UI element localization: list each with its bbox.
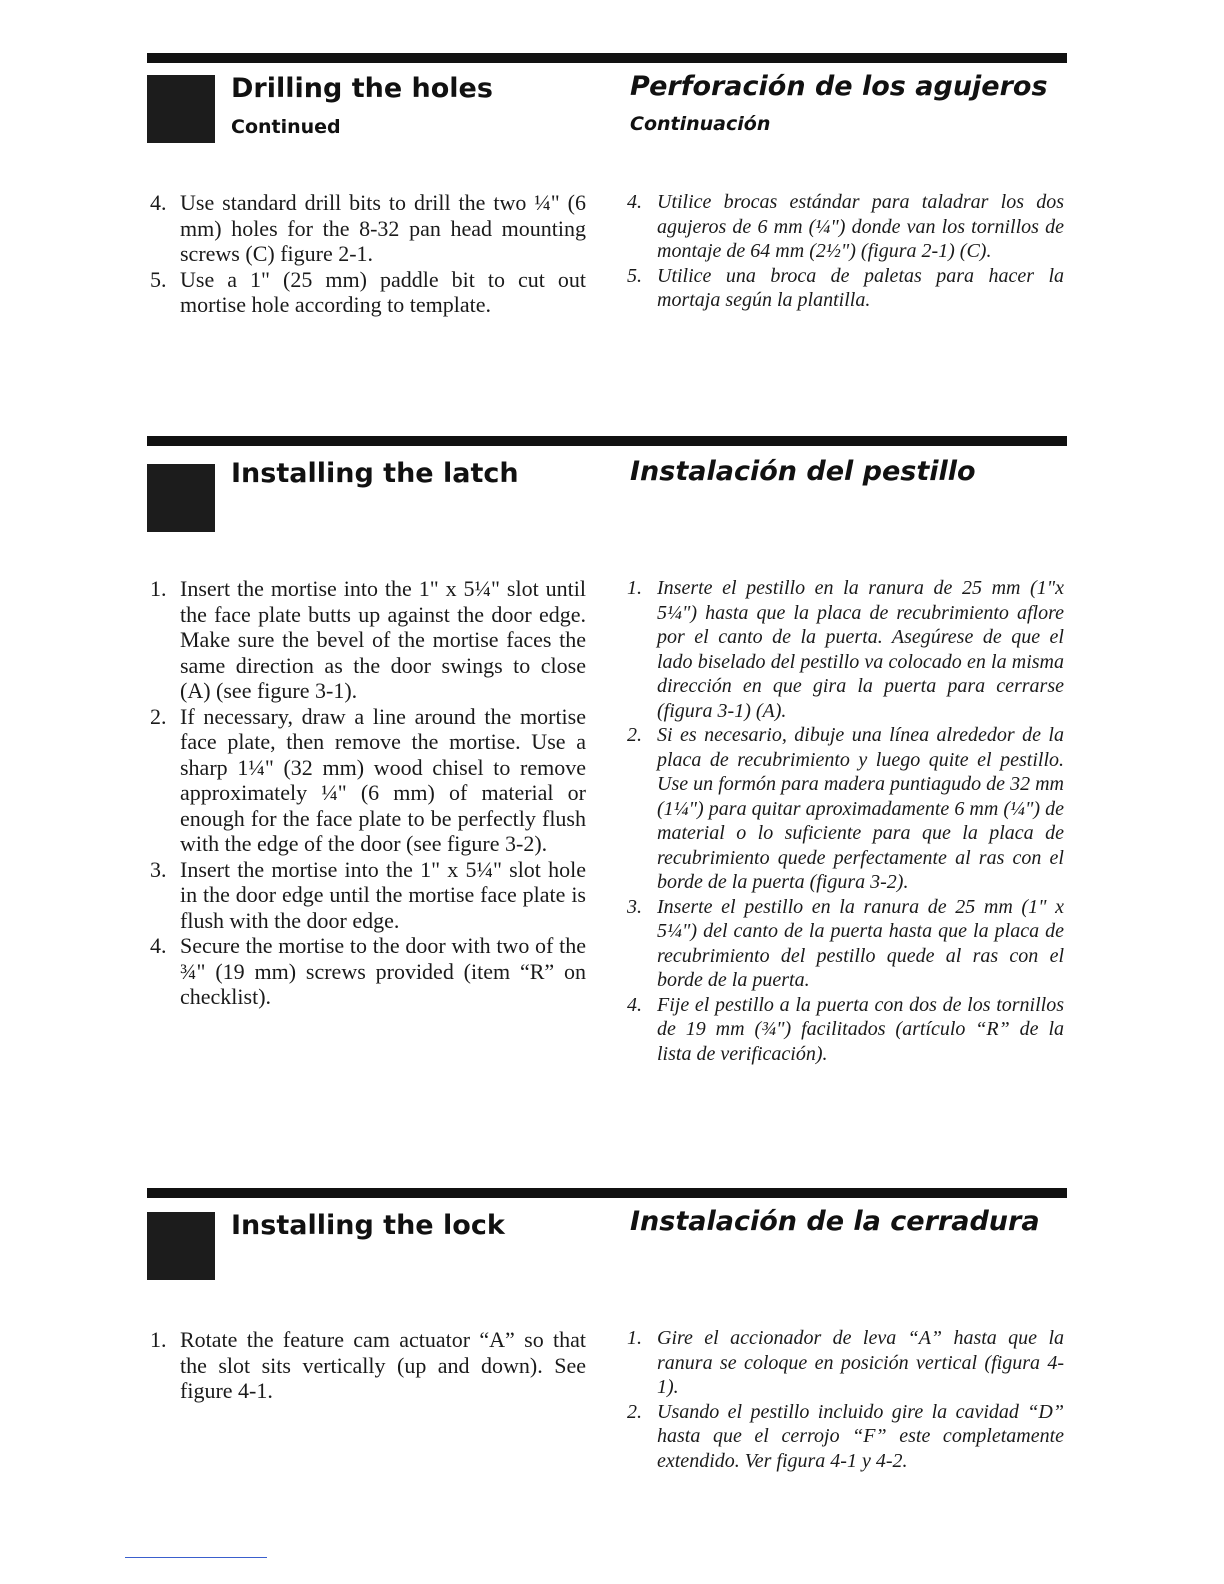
list-item xyxy=(150,1327,586,1404)
step-number: 1. xyxy=(627,1327,642,1349)
step-number: 3. xyxy=(150,856,167,882)
list-item xyxy=(627,576,1064,723)
step-text: Gire el accionador de leva “A” hasta que la ranura se coloque en posición vertical (figura 4-1). xyxy=(657,1327,1064,1398)
step-number: 2. xyxy=(627,1400,642,1423)
section-rule xyxy=(147,53,1067,63)
list-item xyxy=(150,267,586,318)
step-text: Fije el pestillo a la puerta con dos de los tornillos de 19 mm (¾") facilitados (artículo “R” de la lista de verificación). xyxy=(657,993,1064,1065)
steps-list-en xyxy=(150,190,586,318)
section-title-es: Perforación de los agujeros xyxy=(630,71,1048,102)
step-text: Utilice brocas estándar para taladrar los dos agujeros de 6 mm (¼") donde van los tornillos de montaje de 64 mm (2½") (figura 2-1) (C). xyxy=(657,191,1064,262)
list-item xyxy=(150,190,586,267)
steps-list-en xyxy=(150,1327,586,1404)
list-item xyxy=(150,933,586,1010)
section-subtitle-es: Continuación xyxy=(630,113,771,135)
section-title-es: Instalación del pestillo xyxy=(630,456,976,487)
step-number: 4. xyxy=(627,993,642,1016)
section-rule xyxy=(147,436,1067,446)
step-number: 1. xyxy=(150,576,167,601)
step-number: 1. xyxy=(627,577,642,599)
step-text: If necessary, draw a line around the mortise face plate, then remove the mortise. Use a sharp 1¼" (32 mm) wood chisel to remove approximately ¼" (6 mm) of material or enough for the face plate to be perfectly flush with the edge of the door (see figure 3-2). xyxy=(180,703,586,856)
step-text: Inserte el pestillo en la ranura de 25 mm (1"x 5¼") hasta que la placa de recubrimiento aflore por el canto de la puerta. Asegúrese de que el lado biselado del pestillo va colocado en la misma dirección en que gira la puerta para cerrarse (figura 3-1) (A). xyxy=(657,577,1064,722)
section-title-en: Installing the latch xyxy=(231,458,519,489)
list-item xyxy=(627,895,1064,993)
step-number: 5. xyxy=(627,264,642,287)
step-number: 1. xyxy=(150,1327,167,1352)
step-text: Use standard drill bits to drill the two ¼" (6 mm) holes for the 8-32 pan head mounting screws (C) figure 2-1. xyxy=(180,190,586,266)
section-subtitle-en: Continued xyxy=(231,116,341,138)
list-item xyxy=(150,576,586,704)
list-item xyxy=(627,1400,1064,1474)
list-item xyxy=(627,190,1064,264)
step-text: Usando el pestillo incluido gire la cavidad “D” hasta que el cerrojo “F” este completamente extendido. Ver figura 4-1 y 4-2. xyxy=(657,1400,1064,1472)
steps-list-es xyxy=(627,1326,1064,1473)
step-number: 2. xyxy=(150,703,167,729)
steps-list-es xyxy=(627,190,1064,313)
section-title-en: Installing the lock xyxy=(231,1210,505,1241)
list-item xyxy=(150,857,586,934)
step-text: Insert the mortise into the 1" x 5¼" slot until the face plate butts up against the door edge. Make sure the bevel of the mortise faces the same direction as the door swings to close (A) (see figure 3-1). xyxy=(180,576,586,703)
list-item xyxy=(150,704,586,857)
section-marker-block xyxy=(147,75,215,143)
section-title-en: Drilling the holes xyxy=(231,73,493,104)
step-number: 2. xyxy=(627,724,642,746)
list-item xyxy=(627,723,1064,895)
step-text: Rotate the feature cam actuator “A” so that the slot sits vertically (up and down). See figure 4-1. xyxy=(180,1327,586,1403)
step-text: Use a 1" (25 mm) paddle bit to cut out mortise hole according to template. xyxy=(180,266,586,317)
steps-list-es xyxy=(627,576,1064,1066)
step-number: 4. xyxy=(150,190,167,215)
step-text: Secure the mortise to the door with two of the ¾" (19 mm) screws provided (item “R” on checklist). xyxy=(180,933,586,1009)
section-rule xyxy=(147,1188,1067,1198)
step-text: Insert the mortise into the 1" x 5¼" slot hole in the door edge until the mortise face plate is flush with the door edge. xyxy=(180,856,586,933)
section-title-es: Instalación de la cerradura xyxy=(630,1206,1040,1237)
step-text: Inserte el pestillo en la ranura de 25 mm (1" x 5¼") del canto de la puerta hasta que la placa de recubrimiento del pestillo quede al ras con el borde de la puerta. xyxy=(657,895,1064,991)
steps-list-en xyxy=(150,576,586,1010)
step-text: Utilice una broca de paletas para hacer la mortaja según la plantilla. xyxy=(657,264,1064,311)
step-number: 4. xyxy=(627,191,642,213)
list-item xyxy=(627,1326,1064,1400)
section-marker-block xyxy=(147,1212,215,1280)
list-item xyxy=(627,993,1064,1067)
step-number: 3. xyxy=(627,895,642,918)
list-item xyxy=(627,264,1064,313)
footer-divider xyxy=(125,1557,267,1558)
step-text: Si es necesario, dibuje una línea alrededor de la placa de recubrimiento y luego quite el pestillo. Use un formón para madera puntiagudo de 32 mm (1¼") para quitar aproximadamente 6 mm (¼") de material o lo suficiente para que la placa de recubrimiento quede perfectamente al ras con el borde de la puerta (figura 3-2). xyxy=(657,724,1064,893)
step-number: 4. xyxy=(150,933,167,958)
section-marker-block xyxy=(147,464,215,532)
step-number: 5. xyxy=(150,266,167,292)
